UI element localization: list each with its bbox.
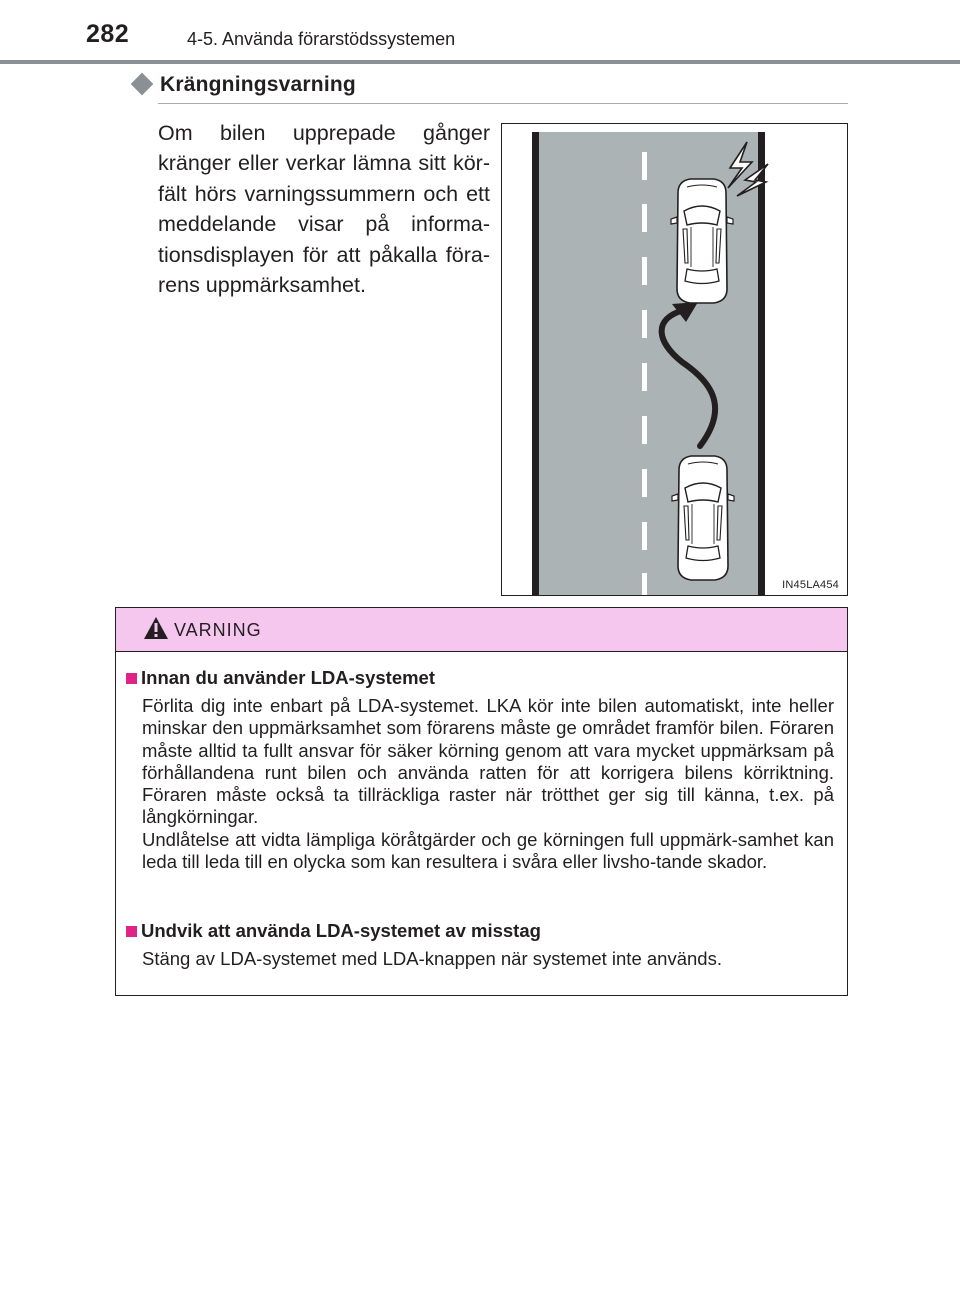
- road-surface: [532, 132, 765, 595]
- warning-triangle-icon: [143, 616, 169, 640]
- header-rule: [0, 60, 960, 64]
- square-bullet-icon: [126, 926, 137, 937]
- figure-id: IN45LA454: [782, 579, 839, 591]
- warning-label: VARNING: [174, 620, 262, 640]
- page-number: 282: [86, 20, 130, 48]
- lane-center-dashes: [642, 152, 647, 595]
- road-edge-right: [758, 132, 765, 595]
- road-illustration: [502, 124, 847, 595]
- warning-item-title: Innan du använder LDA-systemet: [126, 667, 435, 689]
- road-edge-left: [532, 132, 539, 595]
- warning-paragraph: Förlita dig inte enbart på LDA-systemet. LKA kör inte bilen automatiskt, inte heller minskar den uppmärksamhet som förarens måste ge området framför bilen. Föraren måste alltid ta fullt ansvar för säker körning genom att vara mycket uppmärksam på förhållandena runt bilen och använda ratten för att korrigera bilens körriktning. Föraren måste också ta tillräckliga raster när trötthet ger sig till känna, t.ex. på långkörningar.: [142, 695, 834, 828]
- car-bottom: [672, 456, 734, 580]
- lane-departure-figure: [501, 123, 848, 596]
- car-top: [671, 179, 733, 303]
- square-bullet-icon: [126, 673, 137, 684]
- warning-item-title: Undvik att använda LDA-systemet av misstag: [126, 920, 541, 942]
- warning-box: [115, 607, 848, 996]
- warning-header: [116, 608, 847, 652]
- section-heading: Krängningsvarning: [160, 73, 356, 96]
- warning-paragraph: Undlåtelse att vidta lämpliga köråtgärder och ge körningen full uppmärk-samhet kan leda till leda till en olycka som kan resultera i svåra eller livsho-tande skador.: [142, 828, 834, 873]
- intro-paragraph: Om bilen upprepade gånger kränger eller verkar lämna sitt kör-fält hörs varningssummern och ett meddelande visar på informa-tionsdisplayen för att påkalla föra-rens uppmärksamhet.: [158, 121, 490, 298]
- diamond-bullet-icon: [131, 73, 154, 96]
- warning-paragraph: Stäng av LDA-systemet med LDA-knappen när systemet inte används.: [142, 948, 722, 969]
- warning-item-body: [142, 948, 834, 970]
- section-title: 4-5. Använda förarstödssystemen: [187, 29, 456, 49]
- heading-rule: [158, 103, 848, 104]
- warning-item-body: [142, 695, 834, 873]
